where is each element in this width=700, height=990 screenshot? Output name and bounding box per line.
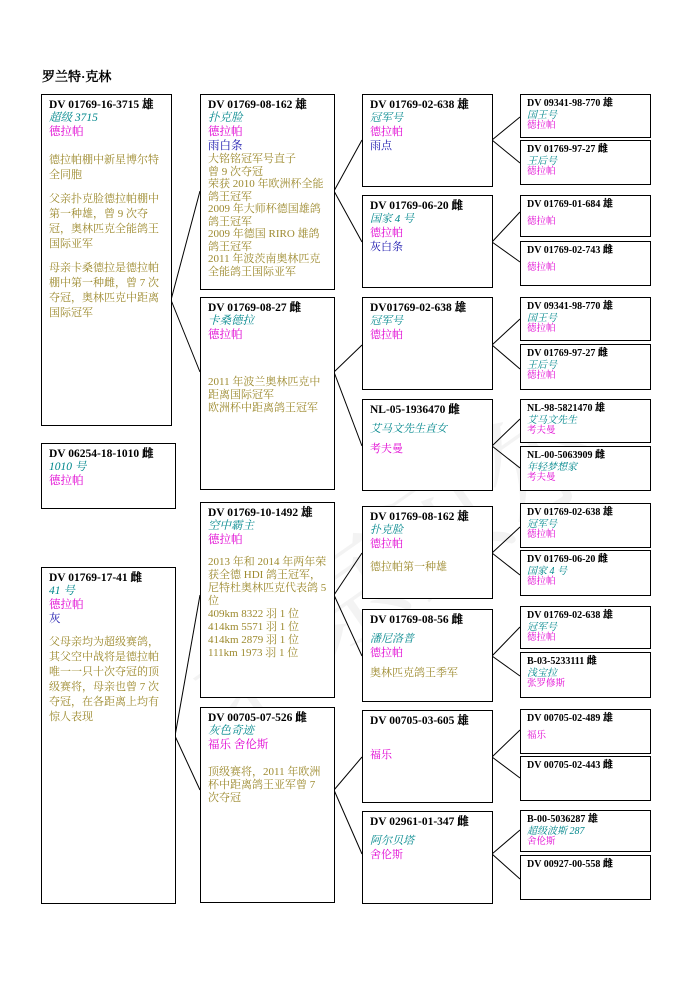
g4-name: 国王号 (527, 313, 557, 324)
dam-id: DV 01769-17-41 雌 (49, 572, 143, 584)
g4-owner: 考夫曼 (527, 473, 556, 483)
g4-name: 冠军号 (527, 519, 557, 530)
g4-owner: 考夫曼 (527, 426, 556, 436)
sire-dam-desc-line: 2011 年波兰奥林匹克中距离国际冠军 (208, 376, 321, 401)
g4-id: DV 01769-97-27 雌 (527, 144, 608, 155)
sire-dam-card (200, 297, 335, 490)
g4-id: DV 01769-06-20 雌 (527, 554, 608, 565)
sd-dam-card (362, 399, 493, 491)
dam-sire-card (200, 502, 335, 698)
subject-id: DV 06254-18-1010 雌 (49, 448, 154, 460)
sd-sire-card (362, 297, 493, 390)
g4-card-11 (520, 606, 651, 649)
dam-owner: 德拉帕 (49, 599, 84, 611)
sire-card (41, 94, 172, 426)
dd-dam-name: 阿尔贝塔 (370, 835, 414, 847)
g4-id: DV 00705-02-443 雌 (527, 760, 613, 771)
sire-dam-desc-line: 欧洲杯中距离鸽王冠军 (208, 402, 318, 414)
dam-dam-owner: 福乐 舍伦斯 (208, 739, 269, 751)
subject-owner: 德拉帕 (49, 475, 84, 487)
ds-sire-owner: 德拉帕 (370, 538, 403, 550)
dam-sire-race: 111km 1973 羽 1 位 (208, 647, 299, 659)
g4-card-10 (520, 550, 651, 596)
sd-dam-id: NL-05-1936470 雌 (370, 404, 460, 416)
g4-owner: 德拉帕 (527, 633, 556, 643)
dd-sire-card (362, 710, 493, 803)
sire-dam-owner: 德拉帕 (208, 329, 243, 341)
dam-dam-desc: 顶级赛将，2011 年欧洲杯中距离鸽王亚军曾 7 次夺冠 (208, 766, 321, 804)
g4-id: NL-00-5063909 雌 (527, 450, 606, 461)
g4-card-15 (520, 810, 651, 852)
sd-dam-owner: 考夫曼 (370, 443, 403, 455)
g4-card-2 (520, 140, 651, 185)
sd-sire-name: 冠军号 (370, 315, 403, 327)
ds-dam-id: DV 01769-08-56 雌 (370, 614, 464, 626)
g4-name: 王后号 (527, 360, 557, 371)
sire-desc-3: 母亲卡桑德拉是德拉帕棚中第一种雌，曾 7 次夺冠，奥林匹克中距离国际冠军 (49, 262, 159, 319)
g4-name: 冠军号 (527, 622, 557, 633)
g4-id: DV 01769-02-638 雄 (527, 507, 613, 518)
g4-owner: 德拉帕 (527, 167, 556, 177)
sire-sire-color: 雨白条 (208, 140, 243, 152)
dam-name: 41 号 (49, 585, 75, 597)
dam-sire-race: 414km 2879 羽 1 位 (208, 634, 300, 646)
g4-owner: 德拉帕 (527, 530, 556, 540)
dd-sire-id: DV 00705-03-605 雄 (370, 715, 469, 727)
ds-sire-card (362, 506, 493, 599)
ss-dam-color: 灰白条 (370, 241, 403, 253)
g4-card-14 (520, 756, 651, 801)
g4-owner: 张罗修斯 (527, 679, 566, 689)
ss-sire-color: 雨点 (370, 140, 392, 152)
dam-color: 灰 (49, 613, 61, 625)
sire-owner: 德拉帕 (49, 126, 84, 138)
sd-sire-id: DV01769-02-638 雄 (370, 302, 467, 314)
g4-name: 国家 4 号 (527, 566, 567, 577)
g4-card-1 (520, 94, 651, 138)
sire-dam-name: 卡桑德拉 (208, 315, 254, 327)
dd-dam-card (362, 811, 493, 904)
g4-name: 艾马文先生 (527, 415, 577, 426)
sire-sire-desc-line: 曾 9 次夺冠 (208, 165, 263, 178)
sire-desc-1: 德拉帕棚中新星博尔特全同胞 (49, 154, 159, 181)
g4-id: DV 00927-00-558 雌 (527, 859, 613, 870)
ss-dam-owner: 德拉帕 (370, 227, 403, 239)
sd-sire-owner: 德拉帕 (370, 329, 403, 341)
sire-sire-desc-line: 2011 年波茨南奥林匹克全能鸽王国际亚军 (208, 253, 321, 278)
g4-name: 国王号 (527, 110, 557, 121)
g4-card-6 (520, 344, 651, 390)
g4-owner: 德拉帕 (527, 263, 556, 273)
g4-owner: 福乐 (527, 731, 547, 741)
g4-card-8 (520, 446, 651, 491)
dd-dam-id: DV 02961-01-347 雌 (370, 816, 469, 828)
g4-card-7 (520, 399, 651, 443)
ss-dam-name: 国家 4 号 (370, 213, 414, 225)
dam-sire-race: 409km 8322 羽 1 位 (208, 608, 300, 620)
g4-owner: 德拉帕 (527, 217, 556, 227)
ds-sire-desc: 德拉帕第一种雄 (370, 561, 447, 573)
g4-id: DV 01769-02-743 雌 (527, 245, 613, 256)
sire-dam-desc (208, 376, 327, 415)
g4-name: 浅宝拉 (527, 668, 557, 679)
subject-card (41, 443, 176, 509)
dam-dam-name: 灰色奇迹 (208, 725, 254, 737)
g4-id: DV 09341-98-770 雄 (527, 98, 613, 109)
dam-sire-name: 空中霸主 (208, 520, 254, 532)
sire-sire-desc-line: 荣获 2010 年欧洲杯全能鸽王冠军 (208, 178, 324, 203)
sd-dam-name: 艾马文先生直女 (370, 423, 447, 435)
g4-name: 王后号 (527, 156, 557, 167)
g4-card-4 (520, 241, 651, 286)
g4-card-3 (520, 195, 651, 237)
g4-card-12 (520, 652, 651, 698)
g4-id: B-03-5233111 雌 (527, 656, 597, 667)
ss-sire-id: DV 01769-02-638 雄 (370, 99, 469, 111)
sire-sire-owner: 德拉帕 (208, 126, 243, 138)
dd-dam-owner: 舍伦斯 (370, 849, 403, 861)
ss-dam-id: DV 01769-06-20 雌 (370, 200, 464, 212)
g4-owner: 德拉帕 (527, 324, 556, 334)
ds-dam-desc: 奥林匹克鸽王季军 (370, 667, 458, 679)
g4-id: DV 09341-98-770 雄 (527, 301, 613, 312)
ds-dam-owner: 德拉帕 (370, 647, 403, 659)
dam-sire-desc: 2013 年和 2014 年两年荣获全德 HDI 鸽王冠军，尼特杜奥林匹克代表鸽 5 位 (208, 556, 327, 607)
sire-sire-desc-line: 大铭铭冠军号直子 (208, 153, 296, 165)
g4-id: DV 01769-01-684 雄 (527, 199, 613, 210)
sire-dam-id: DV 01769-08-27 雌 (208, 302, 302, 314)
dam-sire-race: 414km 5571 羽 1 位 (208, 621, 300, 633)
page-title: 罗兰特·克林 (42, 69, 112, 84)
g4-id: NL-98-5821470 雄 (527, 403, 606, 414)
g4-card-16 (520, 855, 651, 900)
sire-sire-name: 扑克脸 (208, 112, 243, 124)
g4-owner: 德拉帕 (527, 121, 556, 131)
sire-id: DV 01769-16-3715 雄 (49, 99, 154, 111)
dd-sire-owner: 福乐 (370, 749, 392, 761)
g4-card-13 (520, 709, 651, 754)
ss-dam-card (362, 195, 493, 288)
dam-dam-id: DV 00705-07-526 雌 (208, 712, 307, 724)
sire-sire-id: DV 01769-08-162 雄 (208, 99, 307, 111)
dam-dam-card (200, 707, 335, 903)
g4-owner: 德拉帕 (527, 371, 556, 381)
g4-card-5 (520, 297, 651, 341)
sire-sire-desc-line: 2009 年大师杯德国雄鸽鸽王冠军 (208, 203, 321, 228)
g4-name: 超级波斯 287 (527, 826, 585, 837)
sire-name: 超级 3715 (49, 112, 98, 124)
g4-card-9 (520, 503, 651, 548)
g4-owner: 德拉帕 (527, 577, 556, 587)
sire-sire-card (200, 94, 335, 290)
g4-id: DV 01769-02-638 雄 (527, 610, 613, 621)
g4-id: DV 01769-97-27 雌 (527, 348, 608, 359)
sire-desc-2: 父亲扑克脸德拉帕棚中第一种雄，曾 9 次夺冠，奥林匹克全能鸽王国际亚军 (49, 193, 159, 250)
dam-sire-id: DV 01769-10-1492 雄 (208, 507, 313, 519)
dam-desc: 父母亲均为超级赛鸽，其父空中战将是德拉帕唯一一只十次夺冠的顶级赛将，母亲也曾 7 次夺冠，在各距离上均有惊人表现 (49, 636, 159, 723)
dam-sire-owner: 德拉帕 (208, 534, 243, 546)
ds-dam-card (362, 609, 493, 702)
ss-sire-name: 冠军号 (370, 112, 403, 124)
dam-card (41, 567, 176, 904)
subject-name: 1010 号 (49, 461, 87, 473)
ss-sire-owner: 德拉帕 (370, 126, 403, 138)
dam-sire-races (208, 608, 327, 660)
ss-sire-card (362, 94, 493, 187)
ds-sire-name: 扑克脸 (370, 524, 403, 536)
g4-id: B-00-5036287 雄 (527, 814, 598, 825)
sire-sire-desc-line: 2009 年德国 RIRO 雄鸽鸽王冠军 (208, 228, 320, 253)
sire-sire-desc (208, 153, 327, 278)
ds-sire-id: DV 01769-08-162 雄 (370, 511, 469, 523)
g4-id: DV 00705-02-489 雄 (527, 713, 613, 724)
g4-owner: 舍伦斯 (527, 837, 556, 847)
ds-dam-name: 潘尼洛普 (370, 633, 414, 645)
g4-name: 年轻梦想家 (527, 462, 577, 473)
